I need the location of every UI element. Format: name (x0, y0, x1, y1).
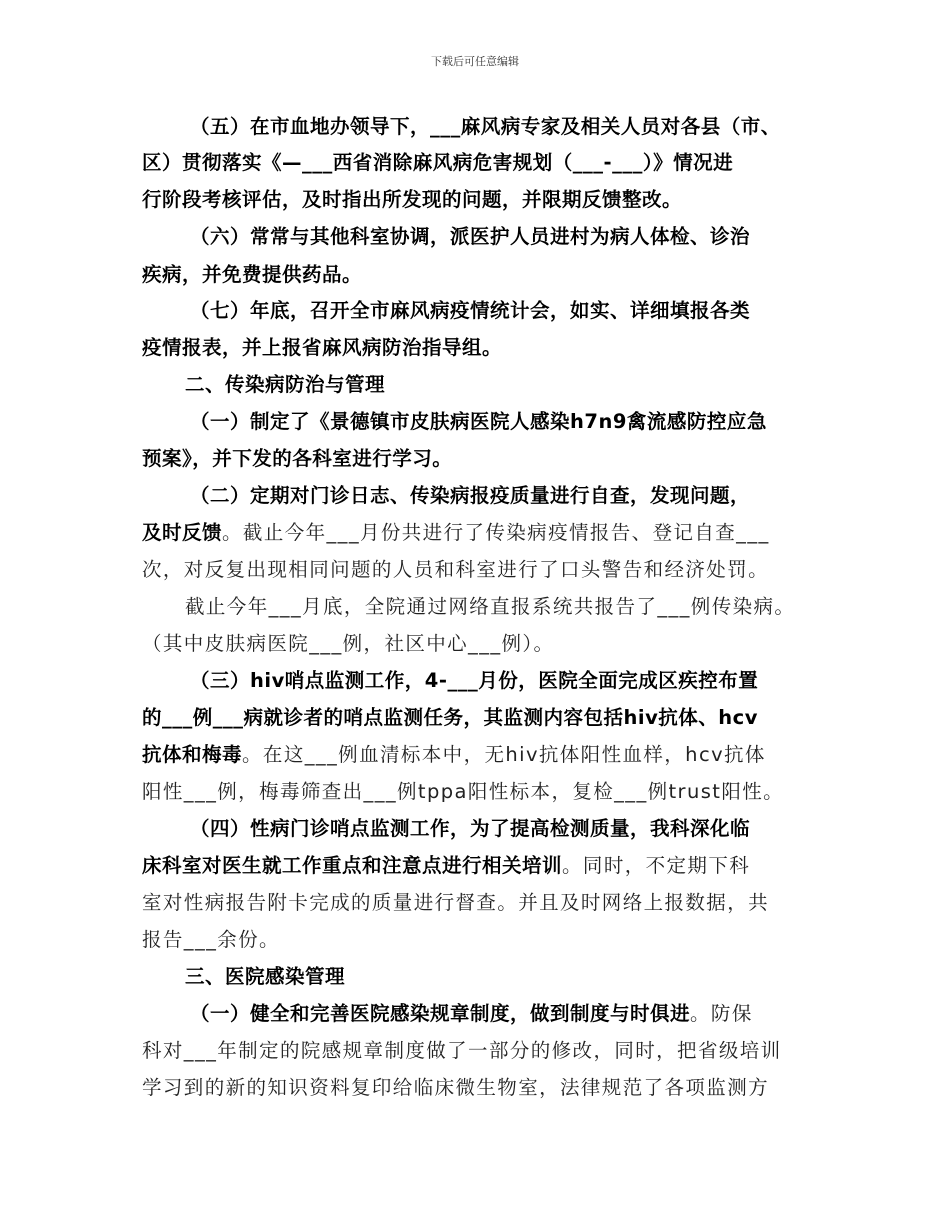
text-line: 行阶段考核评估，及时指出所发现的问题，并限期反馈整改。 (142, 188, 683, 211)
text-line: 疫情报表，并上报省麻风病防治指导组。 (142, 336, 503, 359)
text-line: 报告___余份。 (142, 928, 280, 951)
text-line: （五）在市血地办领导下，___麻风病专家及相关人员对各县（市、 (190, 115, 781, 138)
text-line: 次，对反复出现相同问题的人员和科室进行了口头警告和经济处罚。 (142, 558, 770, 581)
text-line: 阳性___例，梅毒筛查出___例tppa阳性标本，复检___例trust阳性。 (142, 780, 785, 803)
text-line: （三）hiv哨点监测工作，4-___月份，医院全面完成区疾控布置 (190, 669, 759, 692)
text-line: （二）定期对门诊日志、传染病报疫质量进行自查，发现问题， (190, 484, 751, 507)
page-header: 下载后可任意编辑 (431, 55, 519, 68)
text-line: （一）健全和完善医院感染规章制度，做到制度与时俱进。防保 (190, 1002, 753, 1025)
text-line: 抗体和梅毒。在这___例血清标本中，无hiv抗体阳性血样，hcv抗体 (142, 743, 766, 766)
text-line: 疾病，并免费提供药品。 (142, 263, 363, 286)
text-line: 区）贯彻落实《—___西省消除麻风病危害规划（___-___）》情况进 (142, 151, 734, 174)
text-line: （七）年底，召开全市麻风病疫情统计会，如实、详细填报各类 (190, 299, 751, 322)
text-line: 室对性病报告附卡完成的质量进行督查。并且及时网络上报数据，共 (142, 891, 770, 914)
section-heading: 三、医院感染管理 (185, 965, 346, 988)
text-line: 的___例___病就诊者的哨点监测任务，其监测内容包括hiv抗体、hcv (142, 706, 758, 729)
text-line: （四）性病门诊哨点监测工作，为了提高检测质量，我科深化临 (190, 817, 751, 840)
text-line: 预案》，并下发的各科室进行学习。 (142, 447, 453, 470)
text-line: 截止今年___月底，全院通过网络直报系统共报告了___例传染病。 (185, 595, 796, 618)
section-heading: 二、传染病防治与管理 (185, 373, 386, 396)
text-line: 学习到的新的知识资料复印给临床微生物室，法律规范了各项监测方 (142, 1076, 770, 1099)
text-line: （六）常常与其他科室协调，派医护人员进村为病人体检、诊治 (190, 225, 751, 248)
text-line: 床科室对医生就工作重点和注意点进行相关培训。同时，不定期下科 (142, 854, 751, 877)
text-line: 科对___年制定的院感规章制度做了一部分的修改，同时，把省级培训 (142, 1039, 782, 1062)
text-line: （一）制定了《景德镇市皮肤病医院人感染h7n9禽流感防控应急 (190, 410, 767, 433)
text-line: 及时反馈。截止今年___月份共进行了传染病疫情报告、登记自查___ (142, 521, 770, 544)
text-line: （其中皮肤病医院___例，社区中心___例）。 (142, 632, 555, 655)
